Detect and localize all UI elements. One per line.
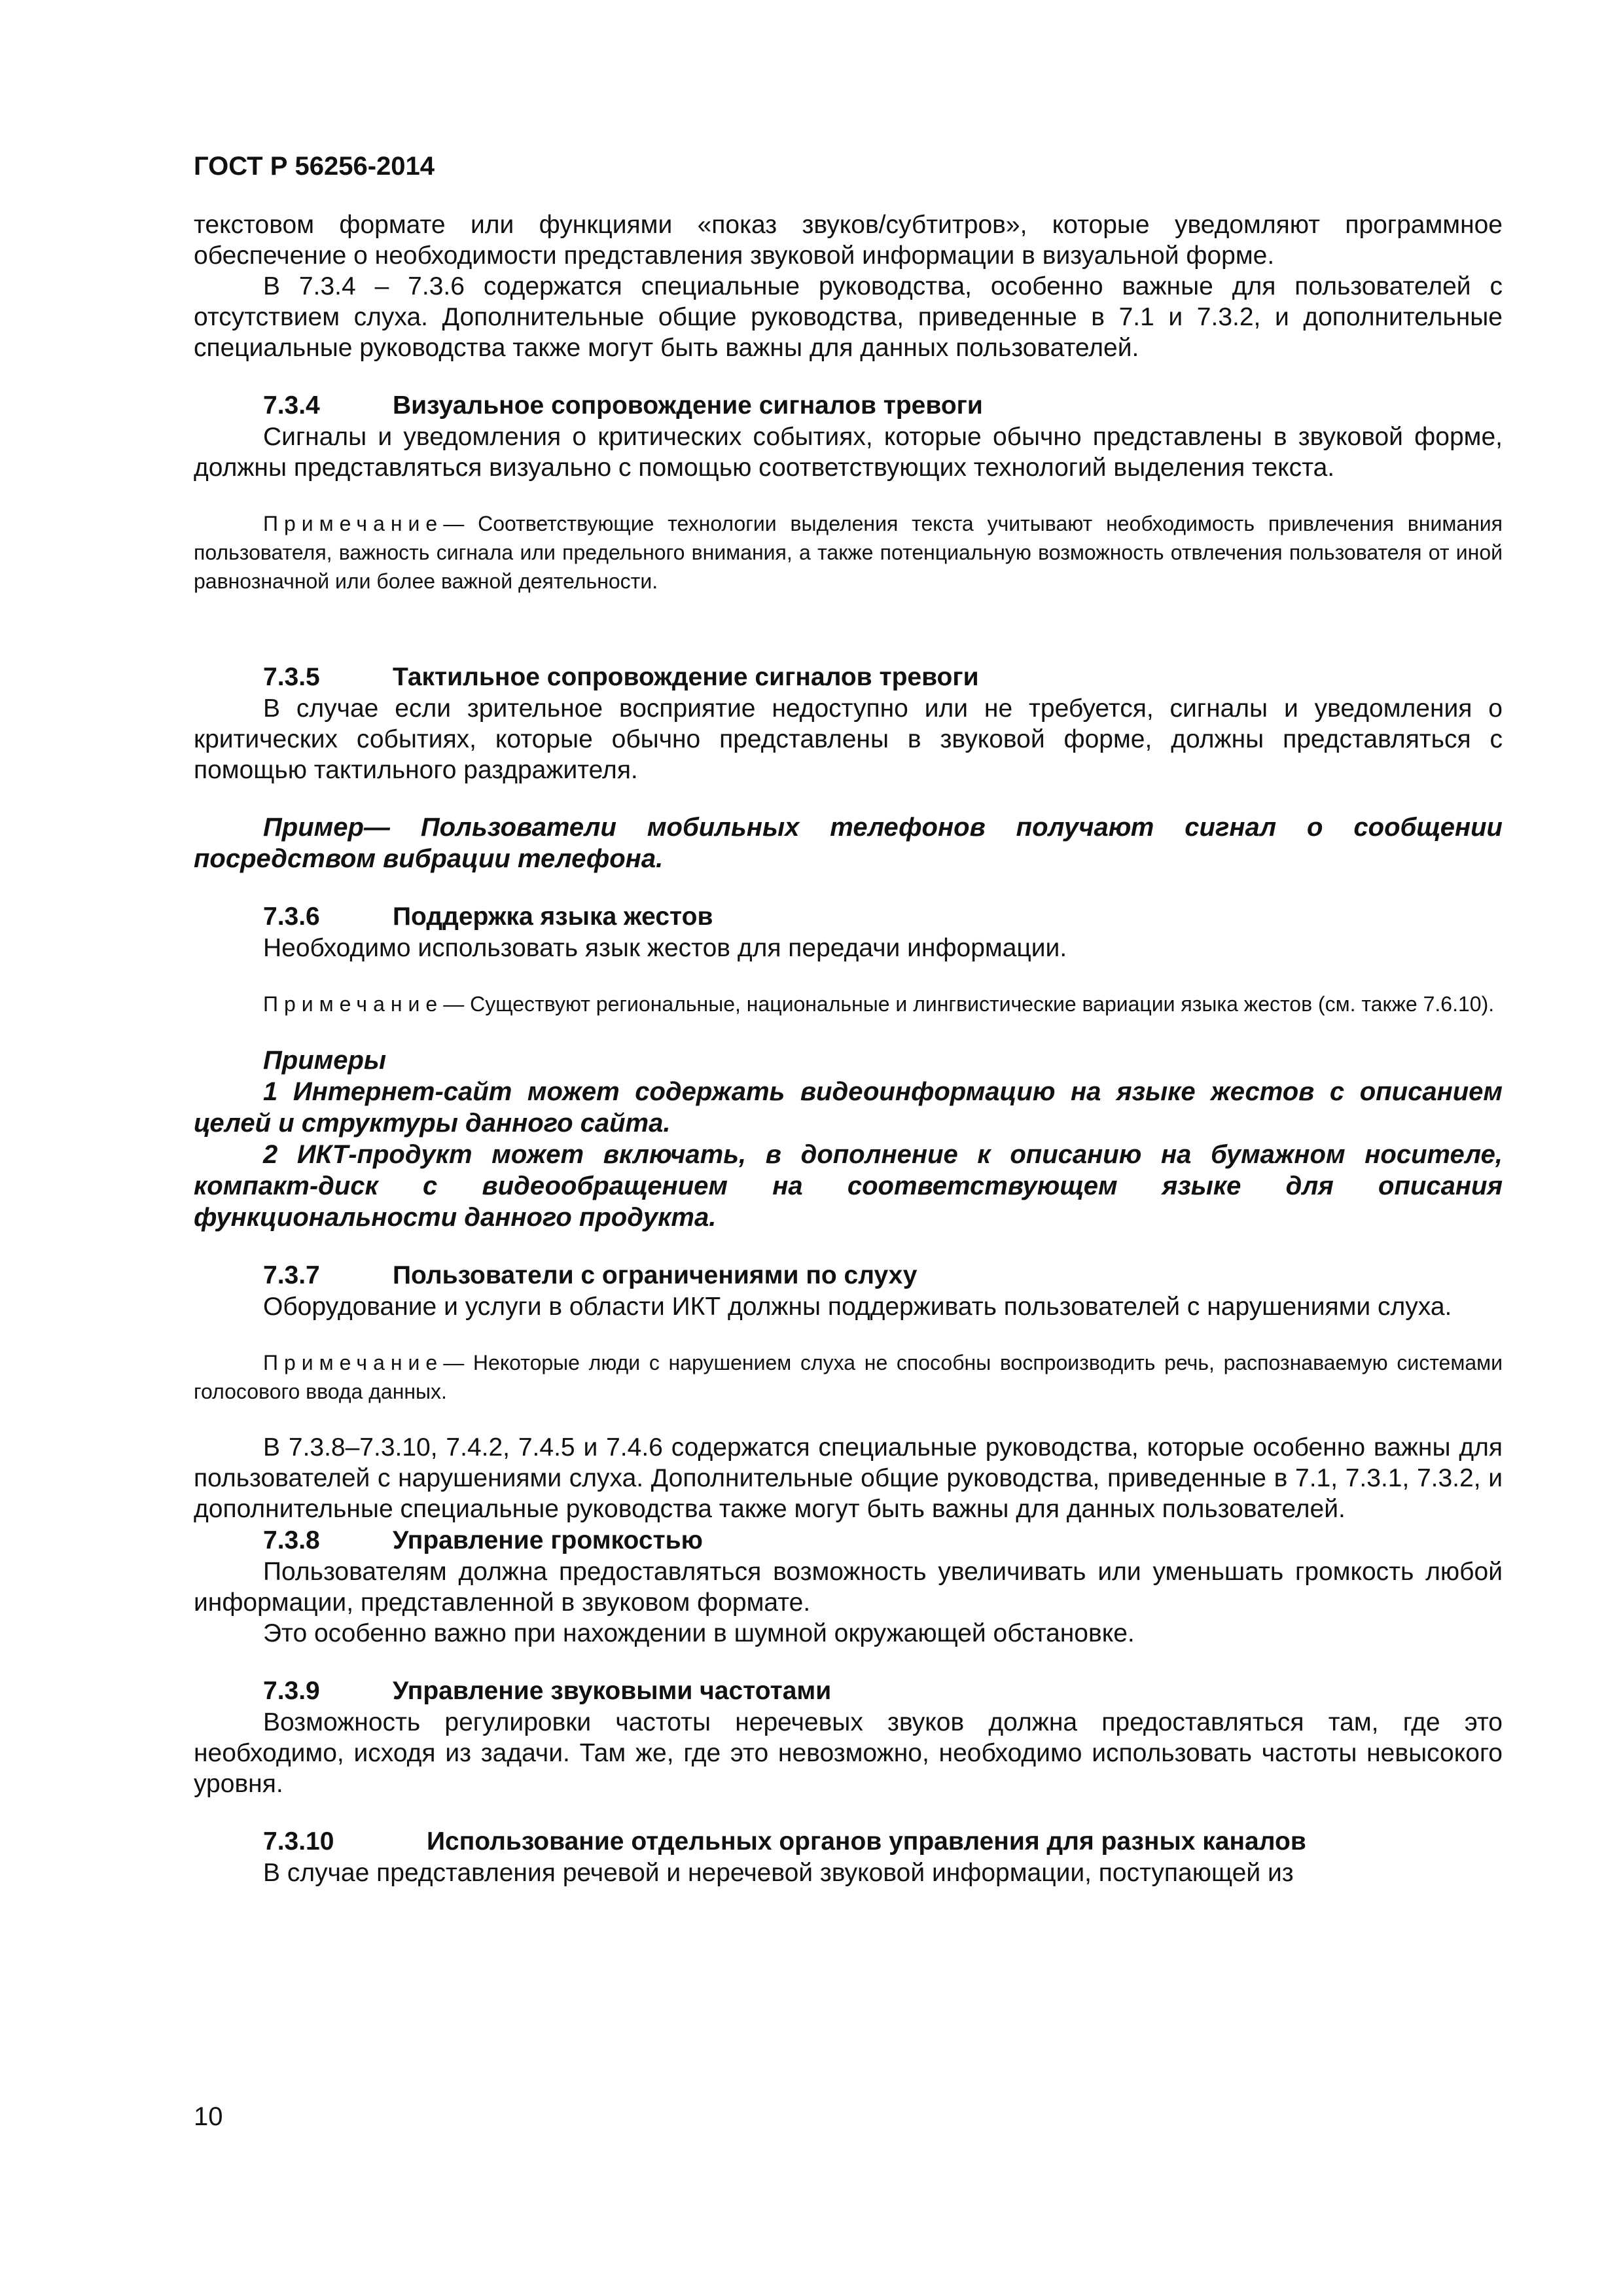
page-number: 10	[194, 2102, 223, 2131]
section-title: Поддержка языка жестов	[393, 903, 713, 931]
examples-title: Примеры	[263, 1046, 387, 1075]
section-text: В случае если зрительное восприятие недоступно или не требуется, сигналы и уведомления о критических событиях, которые обычно представлены в звуковой форме, должны представляться с помощью тактильного раздражителя.	[194, 694, 1503, 784]
section-text: Оборудование и услуги в области ИКТ должны поддерживать пользователей с нарушениями слуха.	[263, 1293, 1452, 1321]
note	[194, 1348, 1503, 1406]
note	[194, 990, 1503, 1018]
section-title: Пользователи с ограничениями по слуху	[393, 1261, 918, 1289]
section-number: 7.3.10	[263, 1827, 334, 1856]
section-heading-7-3-10	[194, 1825, 1503, 1857]
section-text: Сигналы и уведомления о критических событиях, которые обычно представлены в звуковой форме, должны представляться визуально с помощью соответствующих технологий выделения текста.	[194, 423, 1503, 482]
section-title: Управление звуковыми частотами	[393, 1677, 832, 1705]
section-text-2: Это особенно важно при нахождении в шумной окружающей обстановке.	[263, 1619, 1135, 1647]
note-label: Примечание	[263, 512, 444, 535]
document-id: ГОСТ Р 56256-2014	[194, 152, 435, 181]
paragraph-refs: В 7.3.4 – 7.3.6 содержатся специальные руководства, особенно важные для пользователей с отсутствием слуха. Дополнительные общие руководства, приведенные в 7.1 и 7.3.2, и дополнительные специальные руководства также могут быть важны для данных пользователей.	[194, 272, 1503, 362]
section-heading-7-3-7	[194, 1259, 1503, 1291]
note-text: — Существуют региональные, национальные и лингвистические вариации языка жестов (см. также 7.6.10).	[443, 992, 1495, 1016]
section-heading-7-3-8	[194, 1524, 1503, 1556]
note	[194, 509, 1503, 596]
section-number: 7.3.8	[263, 1526, 320, 1554]
section-number: 7.3.9	[263, 1677, 320, 1705]
note-text: — Некоторые люди с нарушением слуха не способны воспроизводить речь, распознаваемую системами голосового ввода данных.	[194, 1351, 1503, 1403]
section-heading-7-3-6	[194, 901, 1503, 933]
note-text: — Соответствующие технологии выделения текста учитывают необходимость привлечения внимания пользователя, важность сигнала или предельного внимания, а также потенциальную возможность отвлечения пользователя от иной равнозначной или более важной деятельности.	[194, 512, 1503, 593]
section-title: Визуальное сопровождение сигналов тревоги	[393, 391, 983, 420]
section-title: Использование отдельных органов управления для разных каналов	[427, 1827, 1306, 1856]
section-text: Пользователям должна предоставляться возможность увеличивать или уменьшать громкость любой информации, представленной в звуковом формате.	[194, 1558, 1503, 1617]
section-title: Управление громкостью	[393, 1526, 703, 1554]
note-label: Примечание	[263, 992, 444, 1016]
section-number: 7.3.7	[263, 1261, 320, 1289]
document-page	[194, 151, 1503, 1888]
example-1: 1 Интернет-сайт может содержать видеоинформацию на языке жестов с описанием целей и структуры данного сайта.	[194, 1077, 1503, 1138]
section-heading-7-3-5	[194, 661, 1503, 693]
example-2: 2 ИКТ-продукт может включать, в дополнение к описанию на бумажном носителе, компакт-диск с видеообращением на соответствующем языке для описания функциональности данного продукта.	[194, 1140, 1503, 1232]
section-number: 7.3.5	[263, 663, 320, 691]
section-heading-7-3-4	[194, 389, 1503, 422]
section-heading-7-3-9	[194, 1675, 1503, 1707]
example: Пример— Пользователи мобильных телефонов получают сигнал о сообщении посредством вибрации телефона.	[194, 813, 1503, 873]
section-text: В случае представления речевой и неречевой звуковой информации, поступающей из	[263, 1859, 1294, 1887]
section-number: 7.3.4	[263, 391, 320, 420]
section-title: Тактильное сопровождение сигналов тревоги	[393, 663, 979, 691]
section-text-2: В 7.3.8–7.3.10, 7.4.2, 7.4.5 и 7.4.6 содержатся специальные руководства, которые особенно важны для пользователей с нарушениями слуха. Дополнительные общие руководства, приведенные в 7.1, 7.3.1, 7.3.2, и дополнительные специальные руководства также могут быть важны для данных пользователей.	[194, 1433, 1503, 1523]
section-number: 7.3.6	[263, 903, 320, 931]
section-text: Необходимо использовать язык жестов для передачи информации.	[263, 934, 1067, 962]
note-label: Примечание	[263, 1351, 444, 1374]
section-text: Возможность регулировки частоты неречевых звуков должна предоставляться там, где это необходимо, исходя из задачи. Там же, где это невозможно, необходимо использовать частоты невысокого уровня.	[194, 1708, 1503, 1798]
paragraph-intro: текстовом формате или функциями «показ звуков/субтитров», которые уведомляют программное обеспечение о необходимости представления звуковой информации в визуальной форме.	[194, 211, 1503, 270]
